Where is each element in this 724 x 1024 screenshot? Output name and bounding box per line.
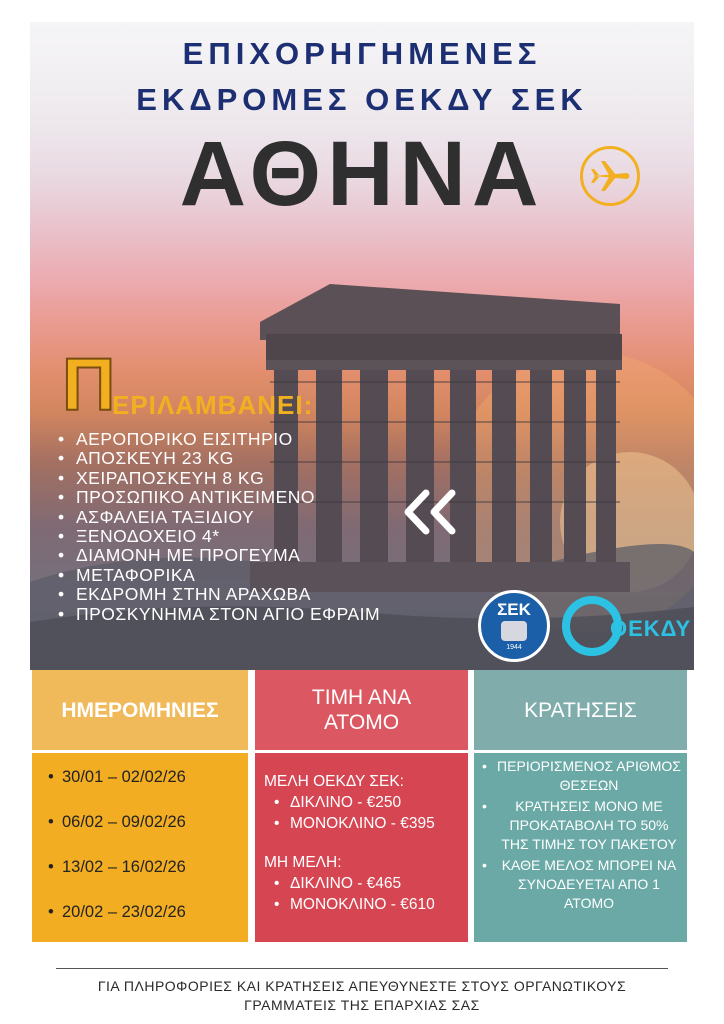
sek-logo bbox=[478, 590, 550, 662]
includes-big-letter: Π bbox=[62, 343, 116, 426]
includes-list bbox=[58, 430, 380, 624]
price-title-line-1: ΤΙΜΗ ΑΝΑ bbox=[311, 686, 412, 709]
nonmembers-single-price: • ΜΟΝΟΚΛΙΝΟ - €610 bbox=[264, 894, 435, 915]
list-item: • ΠΡΟΣΚΥΝΗΜΑ ΣΤΟΝ ΑΓΙΟ ΕΦΡΑΙΜ bbox=[58, 605, 380, 624]
members-single-price: • ΜΟΝΟΚΛΙΝΟ - €395 bbox=[264, 813, 435, 834]
list-item: • ΧΕΙΡΑΠΟΣΚΕΥΗ 8 KG bbox=[58, 469, 380, 488]
sek-logo-label: ΣΕΚ bbox=[497, 600, 531, 619]
footer-line-1: ΓΙΑ ΠΛΗΡΟΦΟΡΙΕΣ ΚΑΙ ΚΡΑΤΗΣΕΙΣ ΑΠΕΥΘΥΝΕΣΤΕ ΣΤΟΥΣ ΟΡΓΑΝΩΤΙΚΟΥΣ bbox=[97, 978, 627, 994]
booking-item: • ΚΡΑΤΗΣΕΙΣ ΜΟΝΟ ΜΕ ΠΡΟΚΑΤΑΒΟΛΗ ΤΟ 50% ΤΗΣ ΤΙΜΗΣ ΤΟΥ ΠΑΚΕΤΟΥ bbox=[482, 797, 682, 854]
nonmembers-label: ΜΗ ΜΕΛΗ: bbox=[264, 854, 342, 871]
footer-line-2: ΓΡΑΜΜΑΤΕΙΣ ΤΗΣ ΕΠΑΡΧΙΑΣ ΣΑΣ bbox=[244, 997, 480, 1013]
includes-heading-text: ΕΡΙΛΑΜΒΑΝΕΙ: bbox=[112, 390, 314, 420]
nonmembers-double-price: • ΔΙΚΛΙΝΟ - €465 bbox=[264, 873, 435, 894]
date-item: • 06/02 – 09/02/26 bbox=[48, 812, 186, 857]
list-item: • ΑΠΟΣΚΕΥΗ 23 KG bbox=[58, 449, 380, 468]
booking-list bbox=[482, 757, 682, 915]
booking-panel bbox=[474, 753, 687, 942]
double-chevron-left-icon bbox=[398, 487, 464, 537]
destination-title: ΑΘΗΝΑ bbox=[179, 123, 545, 225]
list-item: • ΑΕΡΟΠΟΡΙΚΟ ΕΙΣΙΤΗΡΙΟ bbox=[58, 430, 380, 449]
dates-panel bbox=[32, 753, 248, 942]
oekdy-logo-label: ΟΕΚΔΥ bbox=[610, 616, 692, 641]
booking-item: • ΚΑΘΕ ΜΕΛΟΣ ΜΠΟΡΕΙ ΝΑ ΣΥΝΟΔΕΥΕΤΑΙ ΑΠΟ 1 ΑΤΟΜΟ bbox=[482, 856, 682, 913]
footer-note bbox=[0, 977, 724, 1015]
title-line-1: ΕΠΙΧΟΡΗΓΗΜΕΝΕΣ bbox=[182, 36, 542, 71]
date-item: • 20/02 – 23/02/26 bbox=[48, 902, 186, 947]
list-item: • ΠΡΟΣΩΠΙΚΟ ΑΝΤΙΚΕΙΜΕΝΟ bbox=[58, 488, 380, 507]
list-item: • ΑΣΦΑΛΕΙΑ ΤΑΞΙΔΙΟΥ bbox=[58, 508, 380, 527]
date-item: • 30/01 – 02/02/26 bbox=[48, 767, 186, 812]
members-label: ΜΕΛΗ ΟΕΚΔΥ ΣΕΚ: bbox=[264, 773, 404, 790]
dates-header bbox=[32, 670, 248, 750]
booking-title: ΚΡΑΤΗΣΕΙΣ bbox=[524, 698, 637, 722]
title-line-2: ΕΚΔΡΟΜΕΣ ΟΕΚΔΥ ΣΕΚ bbox=[136, 82, 588, 117]
price-title-line-2: ΑΤΟΜΟ bbox=[323, 711, 400, 734]
dates-title: ΗΜΕΡΟΜΗΝΙΕΣ bbox=[61, 698, 219, 722]
price-list bbox=[264, 771, 435, 915]
handshake-icon bbox=[501, 621, 527, 641]
booking-header bbox=[474, 670, 687, 750]
airplane-icon bbox=[580, 146, 640, 206]
sek-logo-year: 1944 bbox=[506, 644, 522, 651]
price-header bbox=[255, 670, 468, 750]
list-item: • ΔΙΑΜΟΝΗ ΜΕ ΠΡΟΓΕΥΜΑ bbox=[58, 546, 380, 565]
footer-divider bbox=[56, 968, 668, 969]
list-item: • ΞΕΝΟΔΟΧΕΙΟ 4* bbox=[58, 527, 380, 546]
oekdy-logo bbox=[560, 596, 690, 662]
date-item: • 13/02 – 16/02/26 bbox=[48, 857, 186, 902]
list-item: • ΜΕΤΑΦΟΡΙΚΑ bbox=[58, 566, 380, 585]
price-panel bbox=[255, 753, 468, 942]
booking-item: • ΠΕΡΙΟΡΙΣΜΕΝΟΣ ΑΡΙΘΜΟΣ ΘΕΣΕΩΝ bbox=[482, 757, 682, 795]
members-double-price: • ΔΙΚΛΙΝΟ - €250 bbox=[264, 792, 435, 813]
list-item: • ΕΚΔΡΟΜΗ ΣΤΗΝ ΑΡΑΧΩΒΑ bbox=[58, 585, 380, 604]
dates-list bbox=[48, 767, 186, 947]
